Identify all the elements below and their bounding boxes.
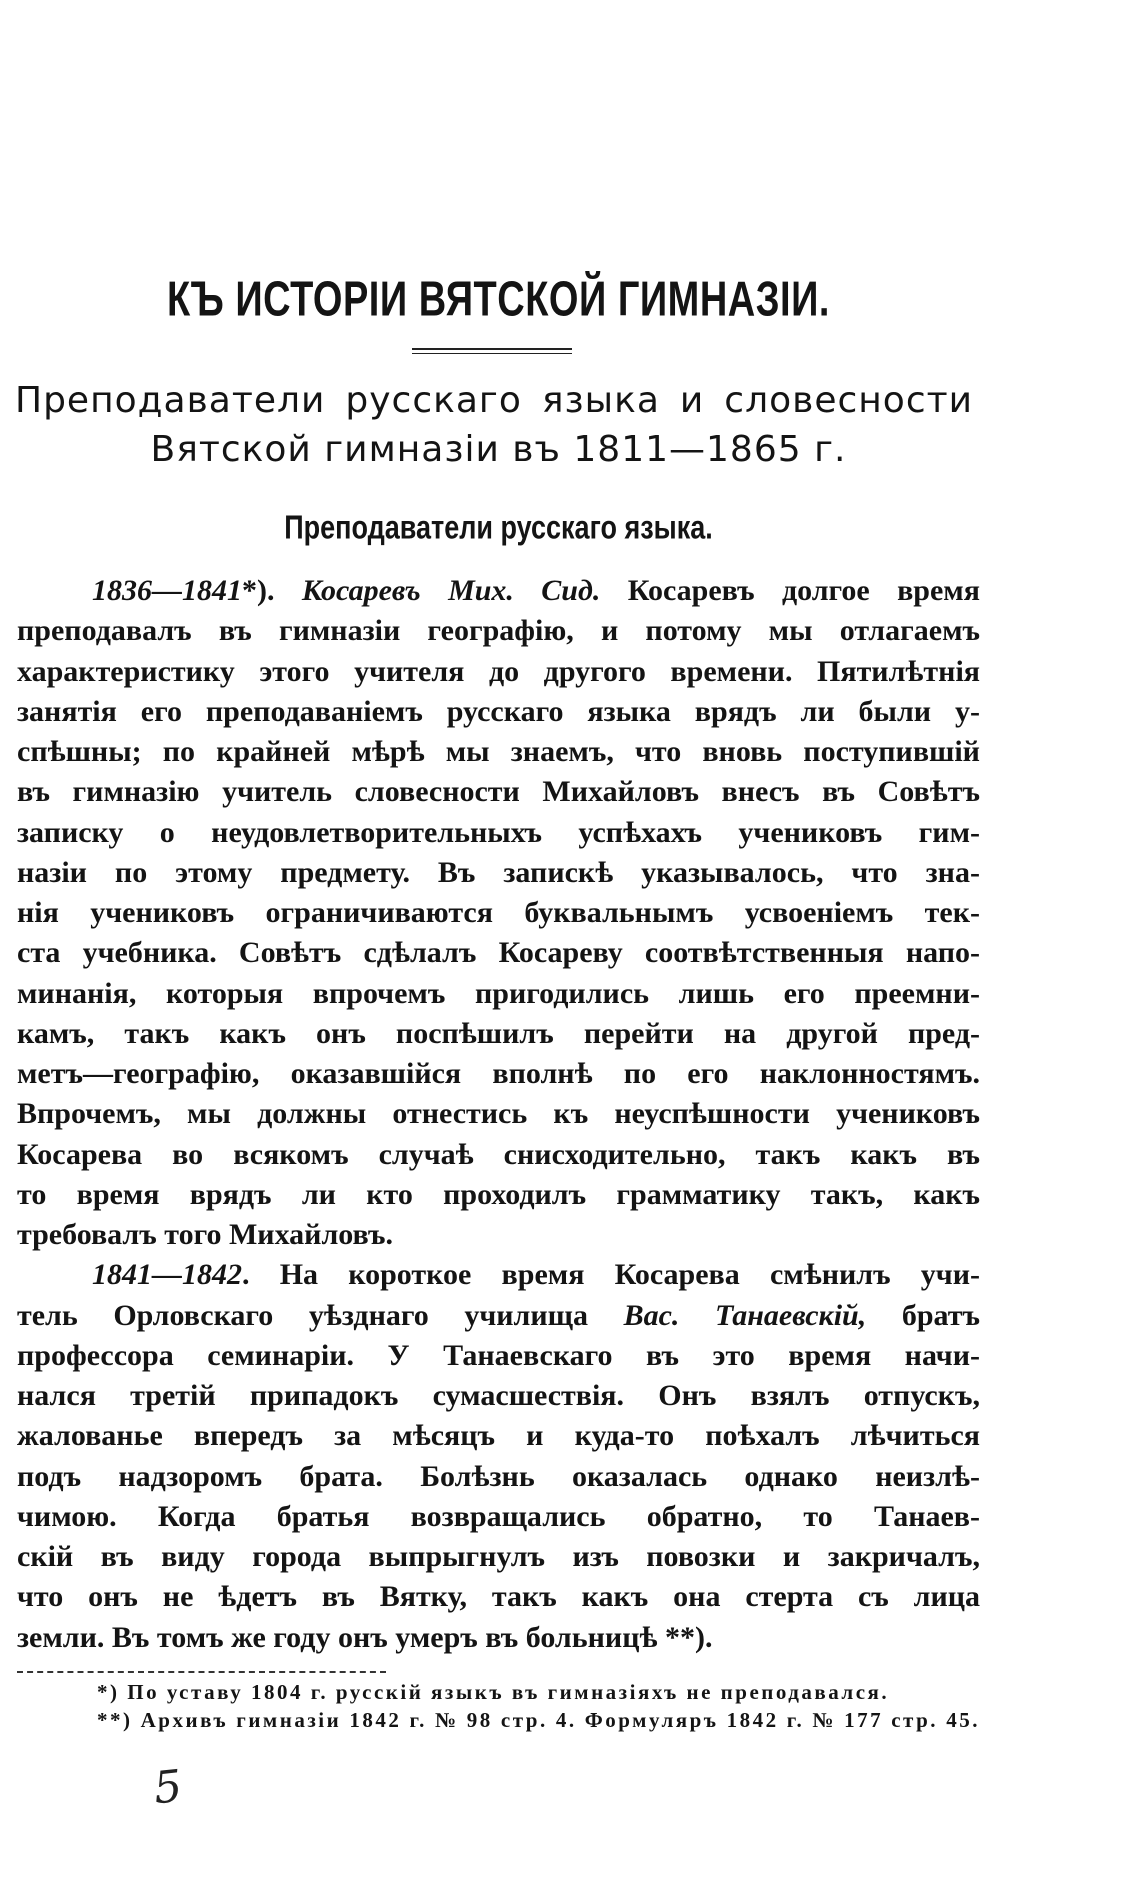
paragraph1-line: въ гимназію учитель словесности Михайловъ внесъ въ Совѣтъ	[17, 775, 980, 809]
paragraph2-first-line	[17, 1255, 980, 1295]
paragraph1-line: спѣшны; по крайней мѣрѣ мы знаемъ, что вновь поступившій	[17, 735, 980, 768]
line-text: . На короткое время Косарева смѣнилъ учи-	[242, 1258, 981, 1292]
paragraph2-line: скій въ виду города выпрыгнулъ изъ повозки и закричалъ,	[17, 1540, 980, 1573]
page-title	[17, 272, 980, 328]
line-text: братъ	[866, 1298, 980, 1332]
teacher-name: Вас. Танаевскій,	[623, 1298, 867, 1332]
paragraph1-line: преподавалъ въ гимназіи географію, и потому мы отлагаемъ	[17, 614, 980, 648]
paragraph2-line: нался третій припадокъ сумасшествія. Онъ взялъ отпускъ,	[17, 1379, 980, 1412]
title-double-rule	[412, 348, 572, 354]
paragraph1-line: назіи по этому предмету. Въ запискѣ указывалось, что зна-	[17, 855, 980, 889]
entry-years: 1841—1842	[92, 1258, 242, 1292]
subtitle-line-1: Преподаватели русскаго языка и словесности	[15, 380, 973, 421]
footnote-1: *) По уставу 1804 г. русскій языкъ въ гимназіяхъ не преподавался.	[97, 1680, 890, 1704]
paragraph-1	[17, 571, 980, 1255]
teacher-name: Косаревъ Мих. Сид.	[301, 574, 601, 607]
paragraph1-line: записку о неудовлетворительныхъ успѣхахъ учениковъ гим-	[17, 815, 981, 849]
paragraph2-line: что онъ не ѣдетъ въ Вятку, такъ какъ она стерта съ лица	[17, 1580, 981, 1614]
section-heading	[17, 510, 980, 544]
paragraph1-last-line: требовалъ того Михайловъ.	[17, 1218, 393, 1251]
paragraph1-line: минанія, которыя впрочемъ пригодились лишь его преемни-	[17, 976, 980, 1010]
paragraph2-line: жалованье впередъ за мѣсяцъ и куда-то поѣхалъ лѣчиться	[17, 1419, 980, 1453]
paragraph-2	[17, 1255, 980, 1658]
line-text: Косаревъ долгое время	[600, 574, 980, 607]
paragraph1-line: нія учениковъ ограничиваются буквальнымъ усвоеніемъ тек-	[17, 896, 980, 929]
footnote-2: **) Архивъ гимназіи 1842 г. № 98 стр. 4. Формуляръ 1842 г. № 177 стр. 45.	[97, 1708, 980, 1732]
paragraph1-line: камъ, такъ какъ онъ поспѣшилъ перейти на другой пред-	[17, 1016, 981, 1050]
paragraph2-line: подъ надзоромъ брата. Болѣзнь оказалась однако неизлѣ-	[17, 1459, 980, 1493]
paragraph1-line: занятія его преподаваніемъ русскаго языка врядъ ли были у-	[17, 694, 980, 728]
section-heading-text: Преподаватели русскаго языка.	[284, 508, 713, 546]
paragraph1-line: метъ—географію, оказавшійся вполнѣ по его наклонностямъ.	[17, 1057, 980, 1090]
paragraph1-line: характеристику этого учителя до другого времени. Пятилѣтнія	[17, 654, 981, 688]
paragraph2-second-line	[17, 1296, 980, 1336]
subtitle-line-2: Вятской гимназіи въ 1811—1865 г.	[150, 429, 847, 470]
paragraph1-first-line	[17, 571, 980, 611]
body-text	[17, 571, 980, 1658]
footnote-separator	[17, 1671, 386, 1673]
handwritten-page-number: 5	[151, 1760, 185, 1815]
paragraph1-line: то время врядъ ли кто проходилъ грамматику такъ, какъ	[17, 1177, 981, 1211]
paragraph1-line: Впрочемъ, мы должны отнестись къ неуспѣшности учениковъ	[17, 1097, 980, 1131]
paragraph2-line: чимою. Когда братья возвращались обратно, то Танаев-	[17, 1499, 981, 1533]
paragraph1-line: Косарева во всякомъ случаѣ снисходительно, такъ какъ въ	[17, 1137, 980, 1171]
paragraph2-last-line: земли. Въ томъ же году онъ умеръ въ больницѣ **).	[17, 1620, 713, 1654]
paragraph2-line: профессора семинаріи. У Танаевскаго въ это время начи-	[17, 1338, 980, 1372]
page-title-text: КЪ ИСТОРІИ ВЯТСКОЙ ГИМНАЗІИ.	[167, 272, 830, 328]
line-text: тель Орловскаго уѣзднаго училища	[17, 1298, 624, 1332]
entry-years: 1836—1841	[92, 574, 242, 607]
footnote-mark: *).	[242, 574, 302, 607]
paragraph1-line: ста учебника. Совѣтъ сдѣлалъ Косареву соотвѣтственныя напо-	[17, 936, 980, 970]
